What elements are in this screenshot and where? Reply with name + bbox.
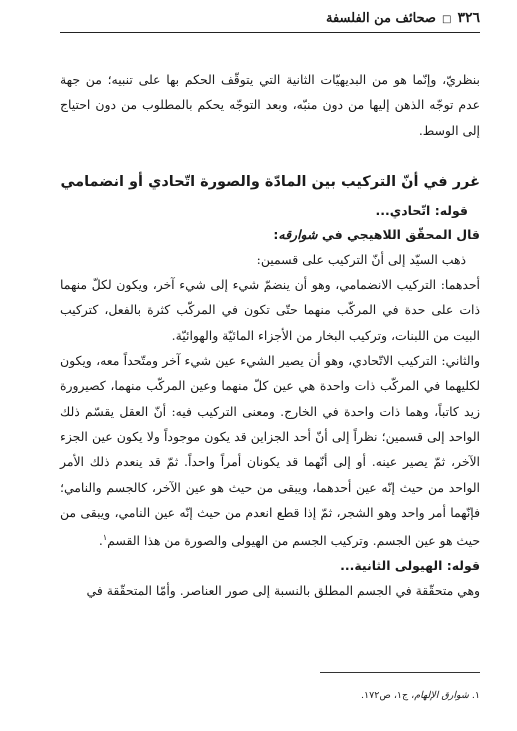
- qal-label-prefix: قال المحقّق اللاهيجي في: [317, 226, 480, 242]
- header-separator: □: [441, 14, 452, 25]
- qal-label-suffix: :: [273, 226, 279, 242]
- footnote-marker: ١: [102, 533, 108, 543]
- footnote-ref: ، ج١، ص١٧٢.: [361, 690, 415, 701]
- footnote-book: شوارق الإلهام: [414, 690, 469, 701]
- qawluh-label-2: قوله: الهيولى الثانية...: [340, 557, 480, 573]
- running-title: صحائف من الفلسفة: [326, 11, 436, 26]
- body-paragraph-3: والثاني: التركيب الاتّحادي، وهو أن يصير الشيء عين شيء آخر ومتّحداً معه، ويكون لكليهما في المركّب ذات واحدة هي عين كلّ منهما وعين المركّب منهما، كصيرورة زيد كاتباً، وهما ذات واحدة في الخارج. ومعنى التركيب فيه: أنّ العقل يقسّم ذلك الواحد إلى قسمين؛ نظراً إلى أنّ أحد الجزاين قد يكون موجوداً ولا يكون عين الجزء الآخر، ثمّ يصير عينه. أو إلى أنّهما قد يكونان أمراً واحداً. ثمّ قد ينعدم ذلك الأمر الواحد من حيث إنّه عين أحدهما، ويبقى من حيث هو عين الآخر، كالجسم والنامي؛ فإنّهما أمر واحد وهو الشجر، ثمّ إذا قطع انعدم من حيث إنّه عين النامي، ويبقى من حيث هو عين الجسم. وتركيب الجسم من الهيولى والصورة من هذا القسم$^١$.: [60, 353, 480, 549]
- footnote-divider: [320, 672, 480, 673]
- page: [60, 10, 480, 725]
- body-paragraph-1: ذهب السيّد إلى أنّ التركيب على قسمين:: [256, 251, 466, 267]
- qawluh-label-1: قوله: اتّحادي...: [375, 202, 468, 218]
- body-paragraph-2: أحدهما: التركيب الانضمامي، وهو أن ينضمّ شيء إلى شيء آخر، ويكون لكلّ منهما ذات على حدة في المركّب منهما حتّى تكون في المركّب كثرة بالفعل، كتركيب البيت من اللبنات، وتركيب البخار من الأجزاء المائيّة والهوائيّة.: [60, 277, 480, 343]
- qal-label: [60, 223, 480, 247]
- footnote-number: ١.: [468, 690, 480, 701]
- page-header: [60, 10, 480, 33]
- page-number: ٣٢٦: [457, 10, 480, 26]
- body-paragraph-4: وهي متحقّقة في الجسم المطلق بالنسبة إلى صور العناصر. وأمّا المتحقّقة في: [86, 582, 480, 598]
- body-paragraph-3-text: والثاني: التركيب الاتّحادي، وهو أن يصير الشيء عين شيء آخر ومتّحداً معه، ويكون لكليهما في المركّب ذات واحدة هي عين كلّ منهما وعين المركّب منهما، كصيرورة زيد كاتباً، وهما ذات واحدة في الخارج. ومعنى التركيب فيه: أنّ العقل يقسّم ذلك الواحد إلى قسمين؛ نظراً إلى أنّ أحد الجزاين قد يكون موجوداً ولا يكون عين الجزء الآخر، ثمّ يصير عينه. أو إلى أنّهما قد يكونان أمراً واحداً. ثمّ قد ينعدم ذلك الأمر الواحد من حيث إنّه عين أحدهما، ويبقى من حيث هو عين الآخر، كالجسم والنامي؛ فإنّهما أمر واحد وهو الشجر، ثمّ إذا قطع انعدم من حيث إنّه عين النامي، ويبقى من حيث هو عين الجسم. وتركيب الجسم من الهيولى والصورة من هذا القسم: [60, 353, 480, 549]
- intro-block: [60, 67, 480, 143]
- intro-paragraph: بنظريّ، وإنّما هو من البديهيّات الثانية التي يتوقّف الحكم بها على تنبيه؛ من جهة عدم توجّه الذهن إليها من دون منبّه، وبعد التوجّه يحكم بالمطلوب من دون احتياج إلى الوسط.: [60, 72, 480, 138]
- qal-label-book: شوارقه: [278, 226, 318, 242]
- footnote: [361, 690, 480, 701]
- section-heading: غرر في أنّ التركيب بين المادّة والصورة اتّحادي أو انضمامي: [60, 173, 480, 190]
